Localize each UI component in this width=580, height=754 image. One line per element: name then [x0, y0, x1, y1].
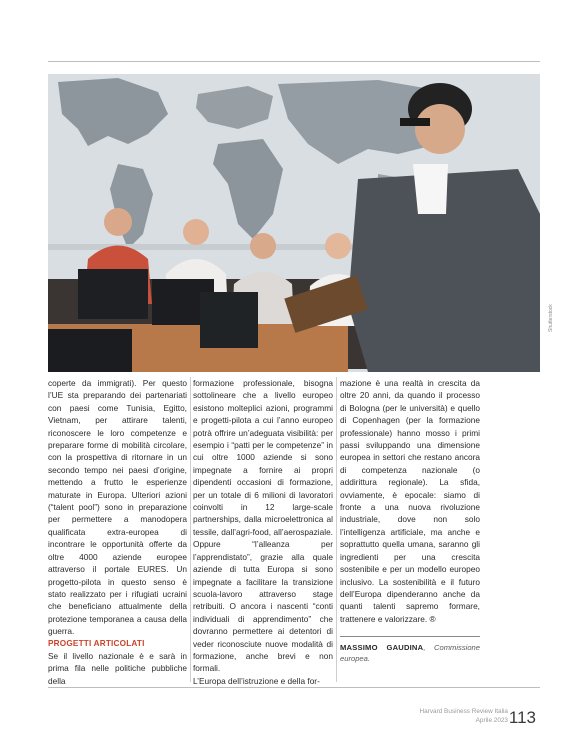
footer-publication: [420, 707, 508, 725]
author-role: , Commissione europea.: [340, 643, 481, 663]
column-1-text: coperte da immigrati). Per questo l’UE sta preparando dei partenariati con paesi come Tunisia, Egitto, Vietnam, per attirare talenti, riconoscere le loro competenze e preparare forme di mobilità circolare, con la prospettiva di ritornare in un secondo tempo nei paesi d’origine, mettendo a frutto le esperienze maturate in Europa. Ulteriori azioni (“talent pool”) sono in preparazione per permettere a manodopera qualificata extra-europea di incontrare le opportunità offerte da oltre 4000 aziende europee attraverso il portale EURES. Un progetto-pilota in questo senso è stato realizzato per i rifugiati ucraini che beneficiano attualmente della protezione temporanea a causa della guerra.: [48, 378, 187, 637]
column-1-continuation: Se il livello nazionale è e sarà in prima fila nelle politiche pubbliche della: [48, 650, 187, 686]
author-name: MASSIMO GAUDINA: [340, 643, 424, 653]
publication-name: Harvard Business Review Italia: [419, 708, 508, 715]
article-photo: [48, 74, 540, 372]
column-divider: [336, 377, 337, 682]
column-2-continuation: L’Europa dell’istruzione e della for-: [193, 675, 320, 686]
article-column-2: [193, 377, 333, 686]
column-divider: [190, 377, 191, 682]
column-3-text: [340, 377, 480, 625]
section-subhead: PROGETTI ARTICOLATI: [48, 638, 145, 648]
end-mark-icon: ®: [429, 613, 436, 624]
author-rule: [340, 636, 480, 637]
photo-illustration: [48, 74, 540, 372]
column-3-body: mazione è una realtà in crescita da oltre 20 anni, da quando il processo di Bologna (per le università) e quello di Copenhagen (per la formazione professionale) hanno mosso i primi passi sviluppando una dimensione europea in settori che restano ancora di competenza nazionale (o addirittura regionale). La sfida, ovviamente, è epocale: siamo di fronte a una nuova rivoluzione industriale, dove non solo l’intelligenza artificiale, ma anche e soprattutto quella umana, saranno gli ingredienti per una crescita sostenibile e per un modello europeo inclusivo. La sostenibilità e il futuro dell’Europa dipenderanno anche da quanti talenti sapremo formare, trattenere e valorizzare.: [340, 378, 480, 624]
top-rule: [48, 61, 540, 62]
article-column-3: [340, 377, 480, 682]
issue-date: Aprile 2023: [475, 717, 508, 724]
photo-credit: Shutterstock: [548, 304, 554, 332]
page-number: 113: [508, 708, 536, 727]
bottom-rule: [48, 687, 540, 688]
author-byline: [340, 643, 480, 664]
column-2-text: formazione professionale, bisogna sottolineare che a livello europeo esistono molteplici azioni, programmi e progetti-pilota a cui l’anno europeo potrà offrire un’adeguata visibilità: per esempio i “patti per le competenze” in cui oltre 1000 aziende si sono impegnate a fornire ai propri dipendenti occasioni di formazione, per un totale di 6 milioni di lavoratori coinvolti in 12 large-scale partnerships, dalla microelettronica al tessile, dall’agri-food, all’aerospaziale. Oppure “l’alleanza per l’apprendistato”, grazie alla quale aziende di tutta Europa si sono impegnate a facilitare la transizione scuola-lavoro attraverso stage retribuiti. O ancora i nascenti “conti individuali di apprendimento” che dovranno permettere ai detentori di veder riconosciute nuove modalità di formazione, anche brevi e non formali.: [193, 378, 333, 674]
article-column-1: [48, 377, 187, 686]
